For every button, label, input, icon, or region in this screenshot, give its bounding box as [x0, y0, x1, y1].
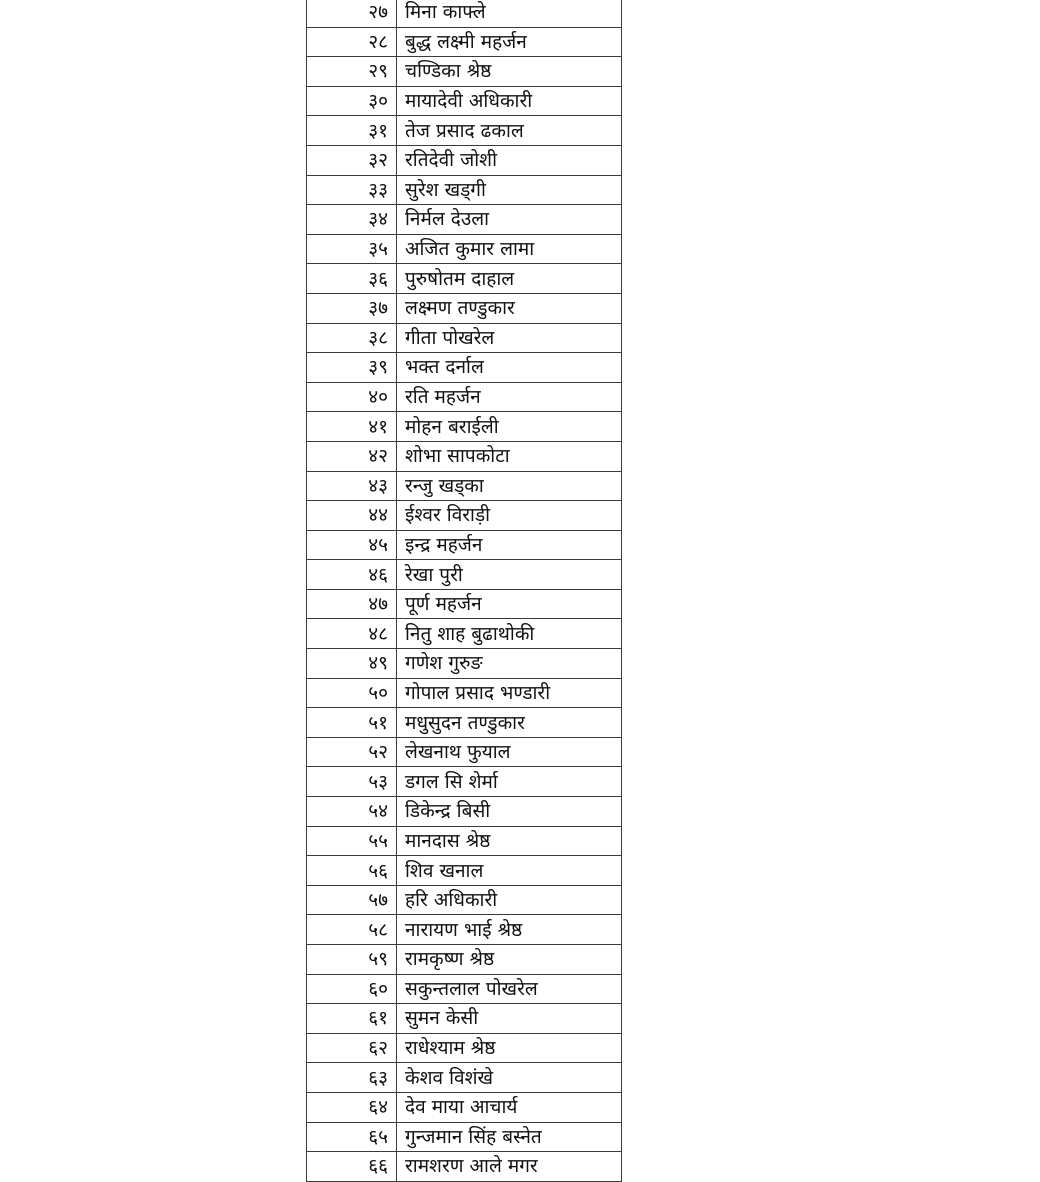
table-row	[307, 116, 622, 146]
serial-number-cell: ६६	[307, 1152, 397, 1182]
person-name-cell: पुरुषोतम दाहाल	[397, 264, 622, 294]
table-row	[307, 293, 622, 323]
person-name-cell: देव माया आचार्य	[397, 1092, 622, 1122]
serial-number-cell: २९	[307, 57, 397, 87]
person-name-cell: अजित कुमार लामा	[397, 234, 622, 264]
table-row	[307, 1063, 622, 1093]
person-name-cell: मिना काफ्ले	[397, 0, 622, 27]
serial-number-cell: ४४	[307, 501, 397, 531]
table-row	[307, 1033, 622, 1063]
person-name-cell: मायादेवी अधिकारी	[397, 86, 622, 116]
table-row	[307, 649, 622, 679]
serial-number-cell: ४६	[307, 560, 397, 590]
table-row	[307, 441, 622, 471]
table-row	[307, 145, 622, 175]
table-row	[307, 1004, 622, 1034]
serial-number-cell: ६३	[307, 1063, 397, 1093]
table-row	[307, 264, 622, 294]
person-name-cell: इन्द्र महर्जन	[397, 530, 622, 560]
person-name-cell: मधुसुदन तण्डुकार	[397, 708, 622, 738]
serial-number-cell: ५२	[307, 737, 397, 767]
serial-number-cell: ३८	[307, 323, 397, 353]
serial-number-cell: ३१	[307, 116, 397, 146]
person-name-cell: केशव विशंखे	[397, 1063, 622, 1093]
serial-number-cell: ३७	[307, 293, 397, 323]
serial-number-cell: ३२	[307, 145, 397, 175]
person-name-cell: तेज प्रसाद ढकाल	[397, 116, 622, 146]
person-name-cell: गीता पोखरेल	[397, 323, 622, 353]
person-name-cell: गणेश गुरुङ	[397, 649, 622, 679]
serial-number-cell: ६१	[307, 1004, 397, 1034]
table-row	[307, 323, 622, 353]
person-name-cell: रन्जु खड्का	[397, 471, 622, 501]
name-list-table	[306, 0, 622, 1182]
table-row	[307, 915, 622, 945]
serial-number-cell: ५६	[307, 856, 397, 886]
person-name-cell: नारायण भाई श्रेष्ठ	[397, 915, 622, 945]
table-row	[307, 205, 622, 235]
person-name-cell: चण्डिका श्रेष्ठ	[397, 57, 622, 87]
serial-number-cell: ४०	[307, 382, 397, 412]
person-name-cell: रतिदेवी जोशी	[397, 145, 622, 175]
serial-number-cell: ४७	[307, 589, 397, 619]
serial-number-cell: ३६	[307, 264, 397, 294]
name-list-body	[307, 0, 622, 1181]
table-row	[307, 560, 622, 590]
person-name-cell: भक्त दर्नाल	[397, 353, 622, 383]
table-row	[307, 501, 622, 531]
person-name-cell: डिकेन्द्र बिसी	[397, 797, 622, 827]
table-row	[307, 737, 622, 767]
person-name-cell: शिव खनाल	[397, 856, 622, 886]
person-name-cell: मानदास श्रेष्ठ	[397, 826, 622, 856]
serial-number-cell: ५०	[307, 678, 397, 708]
table-row	[307, 175, 622, 205]
person-name-cell: ईश्वर विराड़ी	[397, 501, 622, 531]
serial-number-cell: ६५	[307, 1122, 397, 1152]
table-row	[307, 471, 622, 501]
person-name-cell: लेखनाथ फुयाल	[397, 737, 622, 767]
table-row	[307, 1092, 622, 1122]
person-name-cell: रेखा पुरी	[397, 560, 622, 590]
person-name-cell: गुन्जमान सिंह बस्नेत	[397, 1122, 622, 1152]
person-name-cell: राधेश्याम श्रेष्ठ	[397, 1033, 622, 1063]
table-row	[307, 885, 622, 915]
table-row	[307, 530, 622, 560]
person-name-cell: गोपाल प्रसाद भण्डारी	[397, 678, 622, 708]
table-row	[307, 1122, 622, 1152]
serial-number-cell: ३३	[307, 175, 397, 205]
serial-number-cell: ४५	[307, 530, 397, 560]
table-row	[307, 382, 622, 412]
serial-number-cell: ३०	[307, 86, 397, 116]
person-name-cell: हरि अधिकारी	[397, 885, 622, 915]
serial-number-cell: ५१	[307, 708, 397, 738]
serial-number-cell: ४२	[307, 441, 397, 471]
table-row	[307, 708, 622, 738]
table-row	[307, 619, 622, 649]
table-row	[307, 856, 622, 886]
person-name-cell: सुमन केसी	[397, 1004, 622, 1034]
person-name-cell: सुरेश खड्गी	[397, 175, 622, 205]
serial-number-cell: ५३	[307, 767, 397, 797]
serial-number-cell: २८	[307, 27, 397, 57]
table-row	[307, 57, 622, 87]
table-row	[307, 1152, 622, 1182]
person-name-cell: रामशरण आले मगर	[397, 1152, 622, 1182]
person-name-cell: नितु शाह बुढाथोकी	[397, 619, 622, 649]
serial-number-cell: ६४	[307, 1092, 397, 1122]
serial-number-cell: ३९	[307, 353, 397, 383]
serial-number-cell: ४३	[307, 471, 397, 501]
table-row	[307, 412, 622, 442]
table-row	[307, 27, 622, 57]
serial-number-cell: ५५	[307, 826, 397, 856]
serial-number-cell: ३४	[307, 205, 397, 235]
table-row	[307, 826, 622, 856]
person-name-cell: रामकृष्ण श्रेष्ठ	[397, 945, 622, 975]
table-row	[307, 589, 622, 619]
table-row	[307, 353, 622, 383]
serial-number-cell: ५४	[307, 797, 397, 827]
person-name-cell: निर्मल देउला	[397, 205, 622, 235]
serial-number-cell: ४८	[307, 619, 397, 649]
person-name-cell: बुद्ध लक्ष्मी महर्जन	[397, 27, 622, 57]
serial-number-cell: ४१	[307, 412, 397, 442]
person-name-cell: लक्ष्मण तण्डुकार	[397, 293, 622, 323]
serial-number-cell: ३५	[307, 234, 397, 264]
table-row	[307, 234, 622, 264]
serial-number-cell: ४९	[307, 649, 397, 679]
table-row	[307, 86, 622, 116]
person-name-cell: सकुन्तलाल पोखरेल	[397, 974, 622, 1004]
table-row	[307, 767, 622, 797]
serial-number-cell: २७	[307, 0, 397, 27]
table-row	[307, 797, 622, 827]
person-name-cell: शोभा सापकोटा	[397, 441, 622, 471]
person-name-cell: डगल सि शेर्मा	[397, 767, 622, 797]
person-name-cell: मोहन बराईली	[397, 412, 622, 442]
table-row	[307, 0, 622, 27]
serial-number-cell: ६०	[307, 974, 397, 1004]
table-row	[307, 678, 622, 708]
serial-number-cell: ६२	[307, 1033, 397, 1063]
person-name-cell: रति महर्जन	[397, 382, 622, 412]
serial-number-cell: ५९	[307, 945, 397, 975]
table-row	[307, 974, 622, 1004]
person-name-cell: पूर्ण महर्जन	[397, 589, 622, 619]
table-row	[307, 945, 622, 975]
serial-number-cell: ५७	[307, 885, 397, 915]
serial-number-cell: ५८	[307, 915, 397, 945]
